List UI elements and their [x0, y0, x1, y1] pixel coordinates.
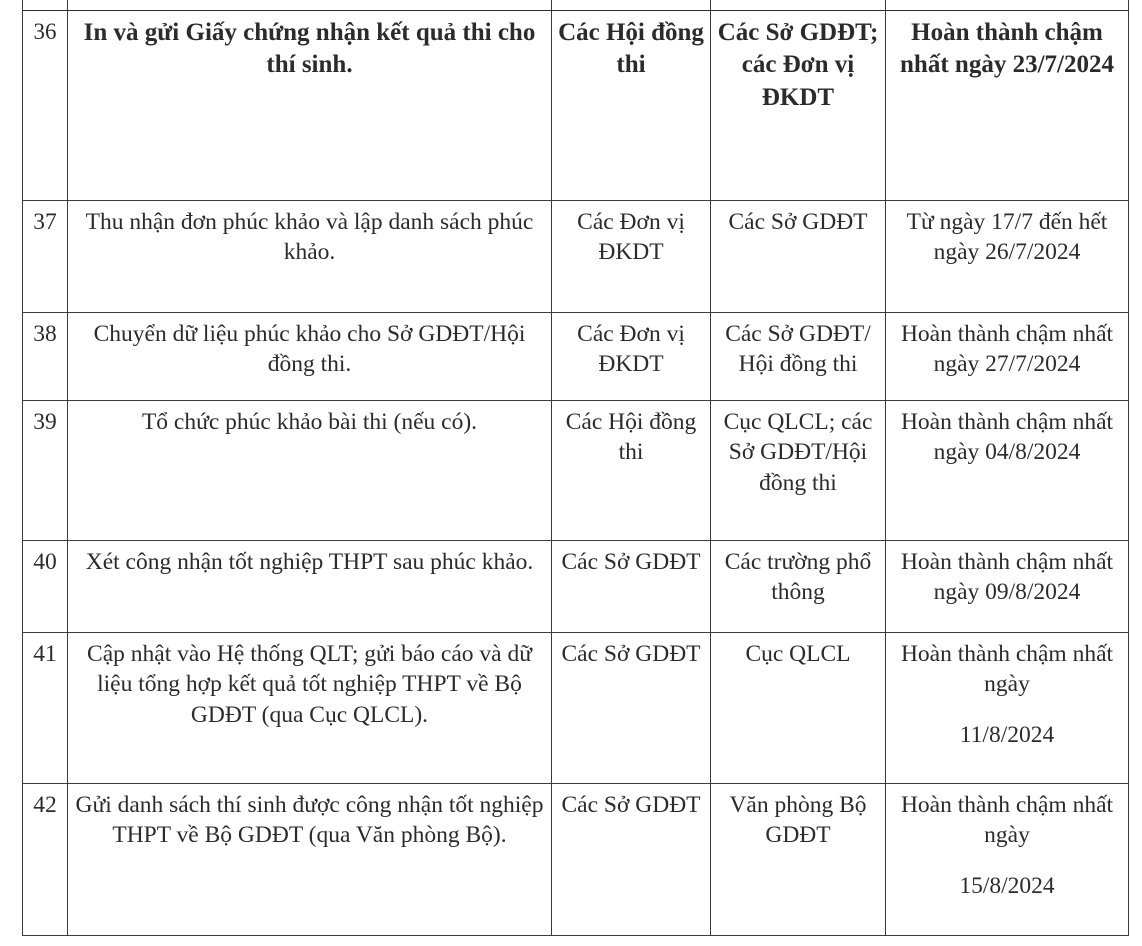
cell-task: In và gửi Giấy chứng nhận kết quả thi cho thí sinh. [68, 10, 552, 200]
cell-stt: 40 [23, 540, 68, 632]
cell-main-unit: Các Sở GDĐT [552, 783, 711, 935]
cell-deadline [886, 783, 1129, 935]
cell-coordinating-unit: Các Sở GDĐT; các Đơn vị ĐKDT [711, 10, 886, 200]
cell-main-partial [552, 0, 711, 10]
cell-stt: 37 [23, 200, 68, 312]
table-row [23, 540, 1129, 632]
cell-coordinating-unit: Các trường phổ thông [711, 540, 886, 632]
cell-time-partial [886, 0, 1129, 10]
cell-task: Thu nhận đơn phúc khảo và lập danh sách phúc khảo. [68, 200, 552, 312]
table-row [23, 200, 1129, 312]
deadline-text: Hoàn thành chậm nhất ngày [900, 640, 1114, 698]
cell-stt: 41 [23, 632, 68, 783]
cell-main-unit: Các Đơn vị ĐKDT [552, 200, 711, 312]
cell-stt-partial [23, 0, 68, 10]
cell-deadline: Từ ngày 17/7 đến hết ngày 26/7/2024 [886, 200, 1129, 312]
table-row [23, 400, 1129, 540]
cell-task: Chuyển dữ liệu phúc khảo cho Sở GDĐT/Hội đồng thi. [68, 312, 552, 400]
cell-main-unit: Các Hội đồng thi [552, 10, 711, 200]
cell-task: Cập nhật vào Hệ thống QLT; gửi báo cáo và dữ liệu tổng hợp kết quả tốt nghiệp THPT về Bộ GDĐT (qua Cục QLCL). [68, 632, 552, 783]
cell-main-unit: Các Hội đồng thi [552, 400, 711, 540]
cell-stt: 38 [23, 312, 68, 400]
cell-deadline: Hoàn thành chậm nhất ngày 23/7/2024 [886, 10, 1129, 200]
deadline-date: 11/8/2024 [959, 721, 1055, 748]
cell-task: Tổ chức phúc khảo bài thi (nếu có). [68, 400, 552, 540]
deadline-text: Hoàn thành chậm nhất ngày [900, 791, 1114, 849]
cell-task-partial [68, 0, 552, 10]
cell-coord-partial [711, 0, 886, 10]
table-row [23, 10, 1129, 200]
cell-main-unit: Các Đơn vị ĐKDT [552, 312, 711, 400]
cell-deadline: Hoàn thành chậm nhất ngày 09/8/2024 [886, 540, 1129, 632]
cell-main-unit: Các Sở GDĐT [552, 632, 711, 783]
cell-coordinating-unit: Văn phòng Bộ GDĐT [711, 783, 886, 935]
cell-stt: 42 [23, 783, 68, 935]
cell-coordinating-unit: Cục QLCL; các Sở GDĐT/Hội đồng thi [711, 400, 886, 540]
cell-stt: 39 [23, 400, 68, 540]
cell-deadline: Hoàn thành chậm nhất ngày 27/7/2024 [886, 312, 1129, 400]
cell-coordinating-unit: Các Sở GDĐT [711, 200, 886, 312]
cell-main-unit: Các Sở GDĐT [552, 540, 711, 632]
cell-stt: 36 [23, 10, 68, 200]
cell-deadline [886, 632, 1129, 783]
deadline-date: 15/8/2024 [959, 872, 1055, 899]
cell-task: Xét công nhận tốt nghiệp THPT sau phúc khảo. [68, 540, 552, 632]
table-row [23, 312, 1129, 400]
schedule-table-container [22, 0, 1128, 936]
schedule-table [22, 0, 1129, 936]
cell-coordinating-unit: Các Sở GDĐT/ Hội đồng thi [711, 312, 886, 400]
table-row [23, 632, 1129, 783]
table-body [23, 0, 1129, 935]
cell-coordinating-unit: Cục QLCL [711, 632, 886, 783]
table-row [23, 783, 1129, 935]
cell-deadline: Hoàn thành chậm nhất ngày 04/8/2024 [886, 400, 1129, 540]
cell-task: Gửi danh sách thí sinh được công nhận tốt nghiệp THPT về Bộ GDĐT (qua Văn phòng Bộ). [68, 783, 552, 935]
table-row-partial-top [23, 0, 1129, 10]
